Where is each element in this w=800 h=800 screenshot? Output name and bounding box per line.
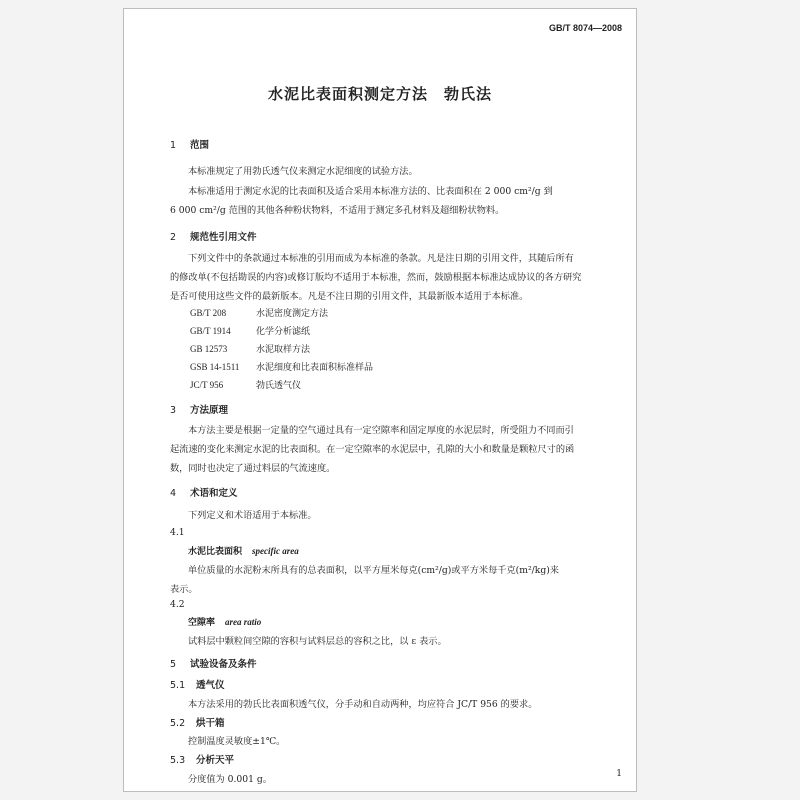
section-heading: 1 范围 [170, 140, 210, 151]
reference-item: GB/T 1914 化学分析滤纸 [190, 326, 311, 337]
document-title: 水泥比表面积测定方法 勃氏法 [267, 85, 492, 103]
paragraph: 试料层中颗粒间空隙的容积与试料层总的容积之比，以 ε 表示。 [188, 636, 447, 647]
subsection-heading: 5.2 烘干箱 [170, 718, 225, 729]
page-number: 1 [616, 769, 622, 779]
paragraph: 是否可使用这些文件的最新版本。凡是不注日期的引用文件，其最新版本适用于本标准。 [170, 291, 529, 302]
section-heading: 3 方法原理 [170, 405, 229, 416]
section-heading: 5 试验设备及条件 [170, 659, 257, 670]
section-heading: 2 规范性引用文件 [170, 232, 257, 243]
subsection-heading: 5.3 分析天平 [170, 755, 235, 766]
paragraph: 下列文件中的条款通过本标准的引用而成为本标准的条款。凡是注日期的引用文件，其随后所有 [188, 253, 574, 264]
paragraph: 下列定义和术语适用于本标准。 [188, 510, 317, 521]
term-heading: 空隙率 area ratio [188, 617, 262, 628]
standard-number: GB/T 8074—2008 [548, 23, 622, 33]
paragraph: 的修改单(不包括勘误的内容)或修订版均不适用于本标准，然而，鼓励根据本标准达成协议的各方研究 [170, 272, 582, 283]
paragraph: 控制温度灵敏度±1℃。 [188, 736, 286, 747]
paragraph: 起流速的变化来测定水泥的比表面积。在一定空隙率的水泥层中，孔隙的大小和数量是颗粒尺寸的函 [170, 444, 575, 455]
paragraph: 本标准适用于测定水泥的比表面积及适合采用本标准方法的、比表面积在 2 000 cm²/g 到 [188, 186, 553, 197]
paragraph: 分度值为 0.001 g。 [188, 774, 272, 785]
paragraph: 本方法主要是根据一定量的空气通过具有一定空隙率和固定厚度的水泥层时，所受阻力不同而引 [188, 425, 574, 436]
paragraph: 本方法采用的勃氏比表面积透气仪，分手动和自动两种，均应符合 JC/T 956 的要求。 [188, 699, 538, 710]
paragraph: 表示。 [170, 584, 198, 595]
paragraph: 单位质量的水泥粉末所具有的总表面积，以平方厘米每克(cm²/g)或平方米每千克(m²/kg)来 [188, 565, 559, 576]
term-heading: 水泥比表面积 specific area [188, 546, 299, 557]
reference-item: GSB 14-1511 水泥细度和比表面积标准样品 [190, 362, 374, 373]
paragraph: 6 000 cm²/g 范围的其他各种粉状物料，不适用于测定多孔材料及超细粉状物料。 [170, 205, 505, 216]
term-number: 4.1 [170, 527, 185, 538]
document-page [123, 8, 637, 792]
reference-item: GB/T 208 水泥密度测定方法 [190, 308, 329, 319]
paragraph: 本标准规定了用勃氏透气仪来测定水泥细度的试验方法。 [188, 166, 418, 177]
term-number: 4.2 [170, 599, 185, 610]
section-heading: 4 术语和定义 [170, 488, 238, 499]
reference-item: JC/T 956 勃氏透气仪 [190, 380, 302, 391]
subsection-heading: 5.1 透气仪 [170, 680, 225, 691]
paragraph: 数，同时也决定了通过料层的气流速度。 [170, 463, 336, 474]
reference-item: GB 12573 水泥取样方法 [190, 344, 311, 355]
